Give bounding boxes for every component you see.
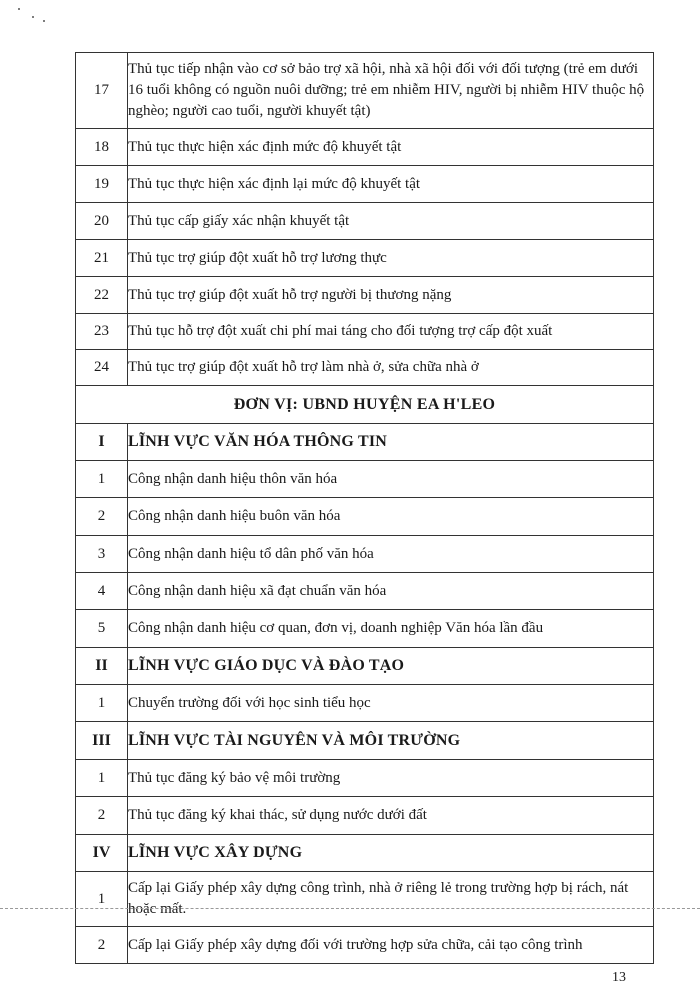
table-row <box>76 277 654 314</box>
table-row <box>76 203 654 240</box>
row-number: 17 <box>76 53 128 129</box>
section-number: II <box>76 648 128 685</box>
row-number: 2 <box>76 927 128 964</box>
section-title: LĨNH VỰC GIÁO DỤC VÀ ĐÀO TẠO <box>128 648 654 685</box>
scan-speck <box>32 16 34 18</box>
row-text: Thủ tục thực hiện xác định mức độ khuyết tật <box>128 129 654 166</box>
row-number: 3 <box>76 536 128 573</box>
row-number: 23 <box>76 314 128 350</box>
table-row <box>76 610 654 648</box>
row-text: Thủ tục trợ giúp đột xuất hỗ trợ người bị thương nặng <box>128 277 654 314</box>
scan-fold-line <box>0 908 700 909</box>
table-row <box>76 240 654 277</box>
table-row <box>76 166 654 203</box>
page-number: 13 <box>612 970 626 985</box>
table-row <box>76 53 654 129</box>
table-row <box>76 350 654 386</box>
table-row <box>76 685 654 722</box>
row-text: Công nhận danh hiệu buôn văn hóa <box>128 498 654 536</box>
table-row <box>76 536 654 573</box>
row-text: Thủ tục thực hiện xác định lại mức độ khuyết tật <box>128 166 654 203</box>
table-row <box>76 498 654 536</box>
row-text: Chuyển trường đối với học sinh tiểu học <box>128 685 654 722</box>
row-text: Cấp lại Giấy phép xây dựng công trình, nhà ở riêng lẻ trong trường hợp bị rách, nát hoặc mất. <box>128 872 654 927</box>
row-number: 1 <box>76 760 128 797</box>
row-number: 20 <box>76 203 128 240</box>
unit-header-row <box>76 386 654 424</box>
row-text: Thủ tục trợ giúp đột xuất hỗ trợ lương thực <box>128 240 654 277</box>
row-text: Thủ tục đăng ký bảo vệ môi trường <box>128 760 654 797</box>
section-header-row <box>76 835 654 872</box>
scan-speck <box>43 20 45 22</box>
row-number: 4 <box>76 573 128 610</box>
section-header-row <box>76 648 654 685</box>
table-row <box>76 461 654 498</box>
table-row <box>76 797 654 835</box>
row-number: 1 <box>76 685 128 722</box>
row-text: Thủ tục đăng ký khai thác, sử dụng nước dưới đất <box>128 797 654 835</box>
procedure-table <box>75 52 654 964</box>
row-number: 1 <box>76 872 128 927</box>
section-number: IV <box>76 835 128 872</box>
row-number: 24 <box>76 350 128 386</box>
section-number: I <box>76 424 128 461</box>
row-text: Công nhận danh hiệu cơ quan, đơn vị, doanh nghiệp Văn hóa lần đầu <box>128 610 654 648</box>
row-text: Thủ tục hỗ trợ đột xuất chi phí mai táng cho đối tượng trợ cấp đột xuất <box>128 314 654 350</box>
row-number: 19 <box>76 166 128 203</box>
table-row <box>76 760 654 797</box>
section-title: LĨNH VỰC XÂY DỰNG <box>128 835 654 872</box>
row-number: 5 <box>76 610 128 648</box>
row-number: 1 <box>76 461 128 498</box>
row-text: Thủ tục tiếp nhận vào cơ sở bảo trợ xã hội, nhà xã hội đối với đối tượng (trẻ em dưới 16 tuổi không có nguồn nuôi dưỡng; trẻ em nhiễm HIV, người bị nhiễm HIV thuộc hộ nghèo; người cao tuổi, người khuyết tật) <box>128 53 654 129</box>
section-header-row <box>76 722 654 760</box>
section-number: III <box>76 722 128 760</box>
section-header-row <box>76 424 654 461</box>
row-text: Công nhận danh hiệu tổ dân phố văn hóa <box>128 536 654 573</box>
row-text: Công nhận danh hiệu xã đạt chuẩn văn hóa <box>128 573 654 610</box>
scan-speck <box>18 8 20 10</box>
row-number: 21 <box>76 240 128 277</box>
row-number: 22 <box>76 277 128 314</box>
row-number: 2 <box>76 498 128 536</box>
table-row <box>76 872 654 927</box>
table-row <box>76 129 654 166</box>
table-row <box>76 314 654 350</box>
section-title: LĨNH VỰC TÀI NGUYÊN VÀ MÔI TRƯỜNG <box>128 722 654 760</box>
unit-title: ĐƠN VỊ: UBND HUYỆN EA H'LEO <box>76 386 654 424</box>
row-text: Thủ tục trợ giúp đột xuất hỗ trợ làm nhà ở, sửa chữa nhà ở <box>128 350 654 386</box>
table-row <box>76 573 654 610</box>
table-row <box>76 927 654 964</box>
row-text: Thủ tục cấp giấy xác nhận khuyết tật <box>128 203 654 240</box>
row-text: Công nhận danh hiệu thôn văn hóa <box>128 461 654 498</box>
row-number: 18 <box>76 129 128 166</box>
row-number: 2 <box>76 797 128 835</box>
row-text: Cấp lại Giấy phép xây dựng đối với trường hợp sửa chữa, cải tạo công trình <box>128 927 654 964</box>
section-title: LĨNH VỰC VĂN HÓA THÔNG TIN <box>128 424 654 461</box>
